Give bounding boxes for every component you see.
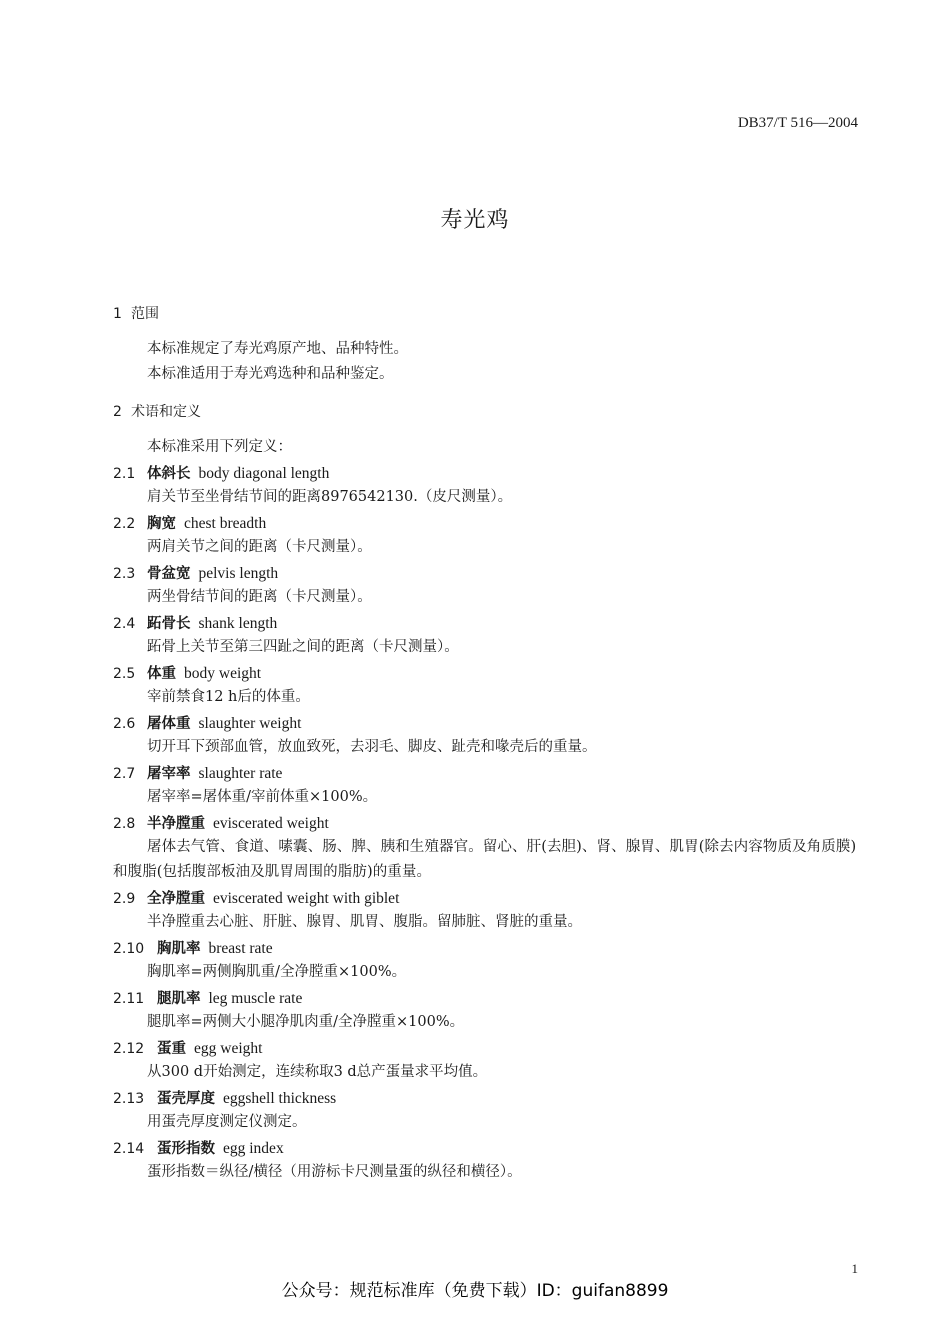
paragraph: 本标准适用于寿光鸡选种和品种鉴定。: [147, 366, 394, 382]
term-number: 2.9: [113, 891, 136, 907]
term-number: 2.7: [113, 766, 136, 782]
term-number: 2.8: [113, 816, 136, 832]
term-number: 2.14: [113, 1141, 145, 1157]
term-chinese: 蛋形指数: [157, 1141, 215, 1157]
term-english: slaughter weight: [198, 715, 302, 732]
terms-list: [113, 460, 861, 1185]
term-heading: [113, 935, 861, 960]
term-entry: [113, 1135, 861, 1185]
page-title: 寿光鸡: [440, 208, 510, 233]
term-definition: 蛋形指数＝纵径/横径（用游标卡尺测量蛋的纵径和横径）。: [147, 1164, 522, 1180]
term-definition: 两坐骨结节间的距离（卡尺测量）。: [147, 589, 372, 605]
term-heading: [113, 1135, 861, 1160]
term-heading: [113, 810, 861, 835]
term-entry: [113, 460, 861, 510]
term-heading: [113, 510, 861, 535]
term-english: eviscerated weight: [213, 815, 329, 832]
term-heading: [113, 985, 861, 1010]
term-english: body weight: [184, 665, 262, 682]
term-entry: [113, 610, 861, 660]
term-chinese: 体重: [147, 666, 176, 682]
term-number: 2.13: [113, 1091, 145, 1107]
term-entry: [113, 760, 861, 810]
section-2-heading: [113, 400, 861, 424]
term-number: 2.10: [113, 941, 145, 957]
term-heading: [113, 460, 861, 485]
term-chinese: 屠宰率: [147, 766, 191, 782]
term-entry: [113, 935, 861, 985]
term-chinese: 骨盆宽: [147, 566, 191, 582]
term-number: 2.3: [113, 566, 136, 582]
term-entry: [113, 985, 861, 1035]
section-title: 范围: [131, 306, 159, 322]
term-chinese: 胸肌率: [157, 941, 201, 957]
term-english: slaughter rate: [198, 765, 283, 782]
term-english: eviscerated weight with giblet: [213, 890, 400, 907]
term-entry: [113, 560, 861, 610]
term-definition: 两肩关节之间的距离（卡尺测量）。: [147, 539, 372, 555]
term-heading: [113, 610, 861, 635]
term-entry: [113, 1085, 861, 1135]
term-heading: [113, 660, 861, 685]
term-english: pelvis length: [198, 565, 279, 582]
term-english: chest breadth: [184, 515, 267, 532]
term-heading: [113, 760, 861, 785]
term-definition: 跖骨上关节至第三四趾之间的距离（卡尺测量）。: [147, 639, 459, 655]
footer-watermark: 公众号：规范标准库（免费下载）ID：guifan8899: [281, 1281, 669, 1301]
term-definition: 肩关节至坐骨结节间的距离8976542130.（皮尺测量）。: [147, 489, 513, 505]
term-heading: [113, 710, 861, 735]
document-code: DB37/T 516—2004: [737, 115, 858, 131]
term-chinese: 胸宽: [147, 516, 176, 532]
term-definition: 从300 d开始测定，连续称取3 d总产蛋量求平均值。: [147, 1064, 488, 1080]
term-entry: [113, 885, 861, 935]
term-entry: [113, 510, 861, 560]
section-number: 2: [113, 404, 122, 420]
term-definition: 宰前禁食12 h后的体重。: [147, 689, 310, 705]
term-english: leg muscle rate: [208, 990, 303, 1007]
term-number: 2.11: [113, 991, 145, 1007]
term-definition: 切开耳下颈部血管，放血致死，去羽毛、脚皮、趾壳和喙壳后的重量。: [147, 739, 597, 755]
page-number: 1: [851, 1261, 858, 1276]
term-english: shank length: [198, 615, 278, 632]
term-number: 2.6: [113, 716, 136, 732]
term-entry: [113, 810, 861, 885]
term-chinese: 腿肌率: [157, 991, 201, 1007]
term-definition: 屠体去气管、食道、嗉囊、肠、脾、胰和生殖器官。留心、肝(去胆)、肾、腺胃、肌胃(除去内容物质及角质膜)和腹脂(包括腹部板油及肌胃周围的脂肪)的重量。: [113, 839, 857, 880]
term-number: 2.4: [113, 616, 136, 632]
section-title: 术语和定义: [131, 404, 201, 420]
term-heading: [113, 1035, 861, 1060]
term-chinese: 蛋壳厚度: [157, 1091, 215, 1107]
term-number: 2.1: [113, 466, 136, 482]
term-chinese: 蛋重: [157, 1041, 186, 1057]
term-chinese: 全净膛重: [147, 891, 205, 907]
term-definition: 腿肌率=两侧大小腿净肌肉重/全净膛重×100%。: [147, 1014, 465, 1030]
term-english: egg weight: [194, 1040, 263, 1057]
term-definition: 用蛋壳厚度测定仪测定。: [147, 1114, 307, 1130]
term-english: body diagonal length: [198, 465, 330, 482]
section-intro: 本标准采用下列定义：: [147, 439, 292, 455]
term-chinese: 屠体重: [147, 716, 191, 732]
term-english: egg index: [223, 1140, 284, 1157]
document-body: [113, 302, 861, 1185]
term-definition: 胸肌率=两侧胸肌重/全净膛重×100%。: [147, 964, 407, 980]
term-entry: [113, 660, 861, 710]
term-number: 2.12: [113, 1041, 145, 1057]
term-number: 2.5: [113, 666, 136, 682]
term-entry: [113, 1035, 861, 1085]
term-chinese: 半净膛重: [147, 816, 205, 832]
term-heading: [113, 1085, 861, 1110]
term-number: 2.2: [113, 516, 136, 532]
section-1-heading: [113, 302, 861, 326]
term-entry: [113, 710, 861, 760]
term-english: eggshell thickness: [223, 1090, 337, 1107]
term-english: breast rate: [208, 940, 273, 957]
term-heading: [113, 885, 861, 910]
term-chinese: 体斜长: [147, 466, 191, 482]
paragraph: 本标准规定了寿光鸡原产地、品种特性。: [147, 341, 408, 357]
section-number: 1: [113, 306, 122, 322]
term-definition: 屠宰率=屠体重/宰前体重×100%。: [147, 789, 378, 805]
term-heading: [113, 560, 861, 585]
term-definition: 半净膛重去心脏、肝脏、腺胃、肌胃、腹脂。留肺脏、肾脏的重量。: [147, 914, 582, 930]
term-chinese: 跖骨长: [147, 616, 191, 632]
